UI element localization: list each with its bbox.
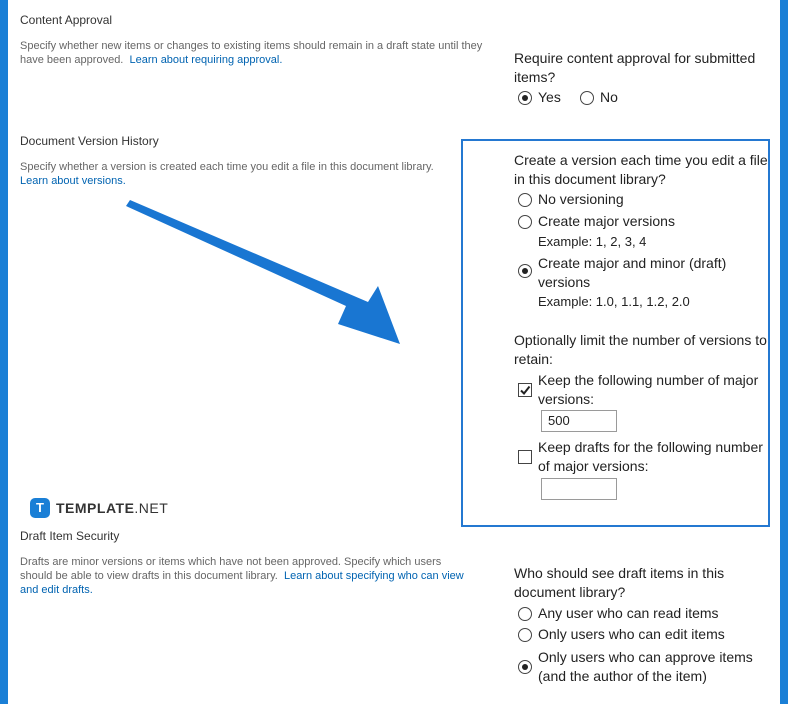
major-versions-radio[interactable] [518, 215, 532, 229]
pointer-arrow-icon [116, 198, 406, 348]
settings-panel [8, 0, 780, 704]
content-approval-title: Content Approval [20, 13, 113, 27]
draft-security-desc [20, 555, 470, 597]
approval-no-label[interactable]: No [600, 89, 618, 105]
major-versions-example: Example: 1, 2, 3, 4 [538, 234, 647, 249]
approve-users-label[interactable]: Only users who can approve items (and the author of the item) [538, 649, 753, 684]
content-approval-question: Require content approval for submitted items? [514, 50, 756, 85]
requiring-approval-link[interactable]: Learn about requiring approval. [129, 54, 283, 66]
content-approval-desc [20, 39, 490, 67]
no-versioning-label[interactable]: No versioning [538, 191, 624, 207]
keep-drafts-label[interactable]: Keep drafts for the following number of major versions: [538, 439, 763, 474]
version-history-desc-text: Specify whether a version is created each time you edit a file in this document library. [20, 161, 434, 173]
drafts-link[interactable]: Learn about specifying who can view and edit drafts. [20, 570, 464, 596]
major-versions-limit-input[interactable]: 500 [541, 410, 617, 432]
approval-no-radio[interactable] [580, 91, 594, 105]
approval-yes-label[interactable]: Yes [538, 89, 561, 105]
template-logo-icon: T [30, 498, 50, 518]
template-logo-brand: TEMPLATE [56, 500, 135, 516]
draft-security-title: Draft Item Security [20, 529, 120, 543]
any-user-radio[interactable] [518, 607, 532, 621]
edit-users-label[interactable]: Only users who can edit items [538, 626, 725, 642]
template-logo [56, 500, 168, 516]
edit-users-radio[interactable] [518, 628, 532, 642]
checkmark-icon [519, 384, 531, 396]
approval-yes-radio[interactable] [518, 91, 532, 105]
major-minor-versions-example: Example: 1.0, 1.1, 1.2, 2.0 [538, 294, 690, 309]
any-user-label[interactable]: Any user who can read items [538, 605, 719, 621]
keep-drafts-checkbox[interactable] [518, 450, 532, 464]
no-versioning-radio[interactable] [518, 193, 532, 207]
keep-major-checkbox[interactable] [518, 383, 532, 397]
limit-versions-question: Optionally limit the number of versions to retain: [514, 332, 767, 367]
template-logo-suffix: .NET [134, 500, 169, 516]
draft-security-question: Who should see draft items in this document library? [514, 565, 725, 600]
draft-security-desc-text: Drafts are minor versions or items which have not been approved. Specify which users should be able to view drafts in this document library. [20, 556, 442, 582]
keep-major-label[interactable]: Keep the following number of major versions: [538, 372, 759, 407]
major-minor-versions-label[interactable]: Create major and minor (draft) versions [538, 255, 727, 290]
version-history-desc [20, 160, 460, 188]
major-versions-label[interactable]: Create major versions [538, 213, 675, 229]
version-history-title: Document Version History [20, 134, 159, 148]
major-minor-versions-radio[interactable] [518, 264, 532, 278]
approve-users-radio[interactable] [518, 660, 532, 674]
versions-link[interactable]: Learn about versions. [20, 175, 126, 187]
version-question: Create a version each time you edit a file in this document library? [514, 152, 768, 187]
drafts-versions-limit-input[interactable] [541, 478, 617, 500]
content-approval-desc-text: Specify whether new items or changes to existing items should remain in a draft state until they have been approved. [20, 40, 483, 66]
